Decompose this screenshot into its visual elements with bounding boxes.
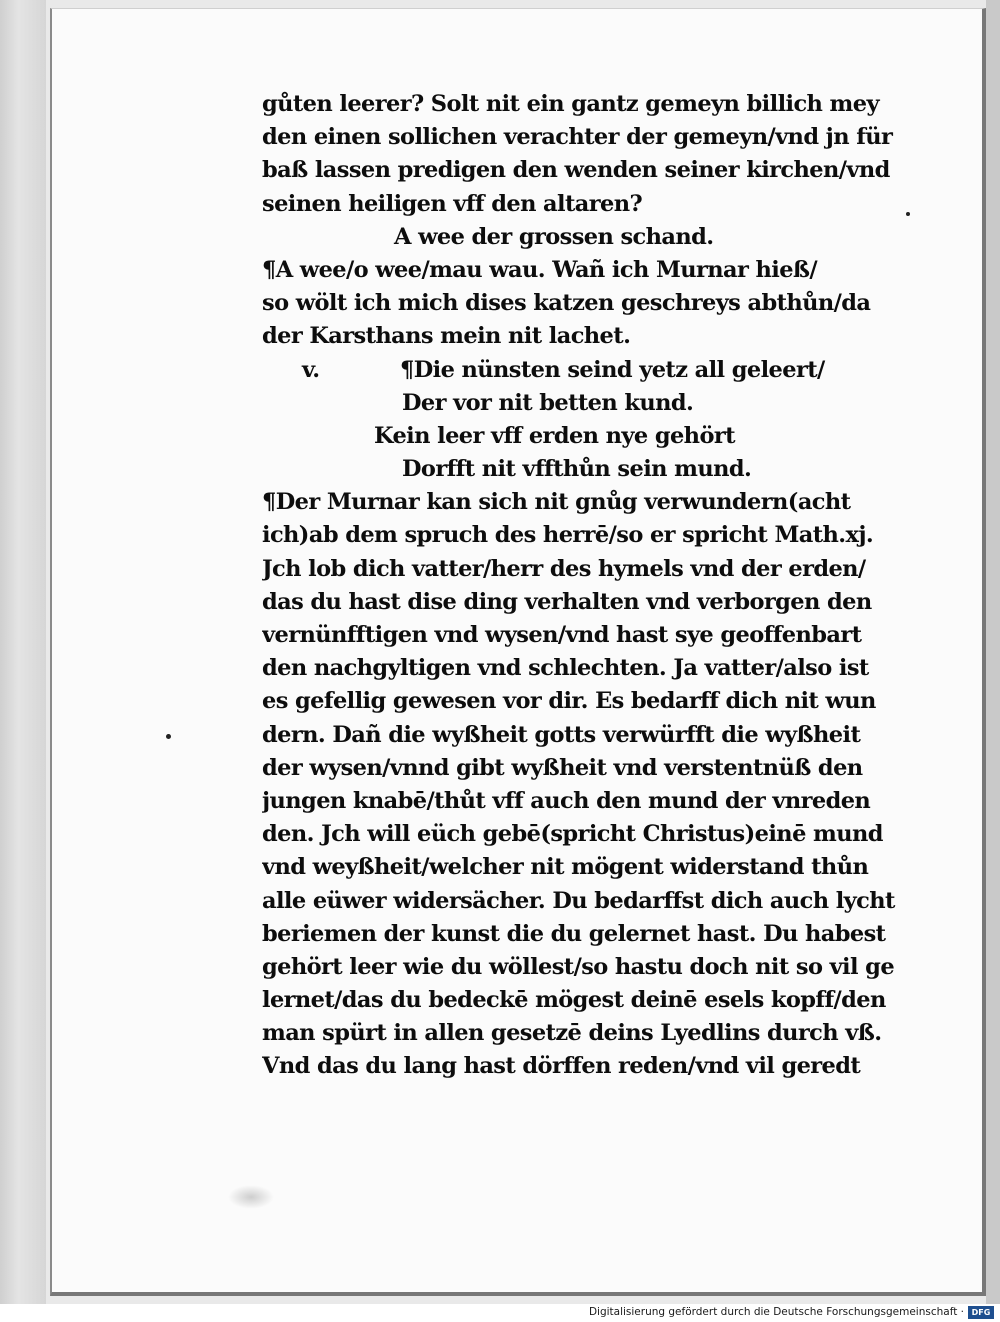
text-line: ¶Die nünsten seind yetz all geleert/	[400, 356, 825, 383]
text-line: es gefellig gewesen vor dir. Es bedarff dich nit wun	[262, 688, 876, 715]
text-line: seinen heiligen vff den altaren?	[262, 190, 643, 217]
text-line: jungen knabē/thůt vff auch den mund der vnreden	[262, 787, 871, 814]
text-line: ich)ab dem spruch des herrē/so er spricht Math.xj.	[262, 522, 874, 549]
text-line: lernet/das du bedeckē mögest deinē esels kopff/den	[262, 987, 886, 1014]
text-line: der Karsthans mein nit lachet.	[262, 323, 631, 350]
text-line: alle eüwer widersächer. Du bedarffst dich auch lycht	[262, 887, 895, 914]
text-line: vernünfftigen vnd wysen/vnd hast sye geoffenbart	[262, 622, 862, 648]
text-line: ¶Der Murnar kan sich nit gnůg verwundern(acht	[262, 489, 851, 516]
text-line: den einen sollichen verachter der gemeyn/vnd jn für	[262, 124, 893, 151]
right-page-edge	[986, 0, 1000, 1304]
text-line: Jch lob dich vatter/herr des hymels vnd der erden/	[262, 555, 866, 582]
text-line: vnd weyßheit/welcher nit mögent widerstand thůn	[262, 854, 869, 881]
verse-marker: v.	[302, 356, 320, 383]
text-line: das du hast dise ding verhalten vnd verborgen den	[262, 588, 872, 615]
text-line: Vnd das du lang hast dörffen reden/vnd vil geredt	[262, 1053, 861, 1080]
text-line: ¶A wee/o wee/mau wau. Wañ ich Murnar hieß/	[262, 256, 818, 283]
ink-speck	[166, 734, 171, 739]
text-line: man spürt in allen gesetzē deins Lyedlins durch vß.	[262, 1020, 882, 1047]
footer-bar	[0, 1304, 1000, 1322]
funding-credit: Digitalisierung gefördert durch die Deutsche Forschungsgemeinschaft ·	[588, 1306, 964, 1318]
text-line: Dorfft nit vffthůn sein mund.	[402, 456, 752, 483]
text-line: Der vor nit betten kund.	[402, 389, 694, 416]
text-line: Kein leer vff erden nye gehört	[374, 422, 735, 449]
left-page-edge	[0, 0, 46, 1304]
text-line: so wölt ich mich dises katzen geschreys abthůn/da	[262, 290, 871, 317]
text-line: der wysen/vnnd gibt wyßheit vnd verstentnüß den	[262, 754, 863, 781]
text-line: baß lassen predigen den wenden seiner kirchen/vnd	[262, 157, 890, 184]
text-line: A wee der grossen schand.	[394, 223, 714, 250]
verse-line	[262, 354, 932, 387]
text-line: gůten leerer? Solt nit ein gantz gemeyn billich mey	[262, 91, 879, 117]
page-smudge	[228, 1185, 274, 1209]
text-line: beriemen der kunst die du gelernet hast. Du habest	[262, 920, 886, 947]
text-line: dern. Dañ die wyßheit gotts verwürfft die wyßheit	[262, 721, 861, 748]
ink-speck	[906, 212, 910, 216]
text-line: den nachgyltigen vnd schlechten. Ja vatter/also ist	[262, 655, 869, 682]
text-line: den. Jch will eüch gebē(spricht Christus)einē mund	[262, 821, 883, 848]
dfg-logo: DFG	[968, 1306, 994, 1319]
text-line: gehört leer wie du wöllest/so hastu doch nit so vil ge	[262, 953, 895, 980]
page-text	[262, 88, 932, 1084]
